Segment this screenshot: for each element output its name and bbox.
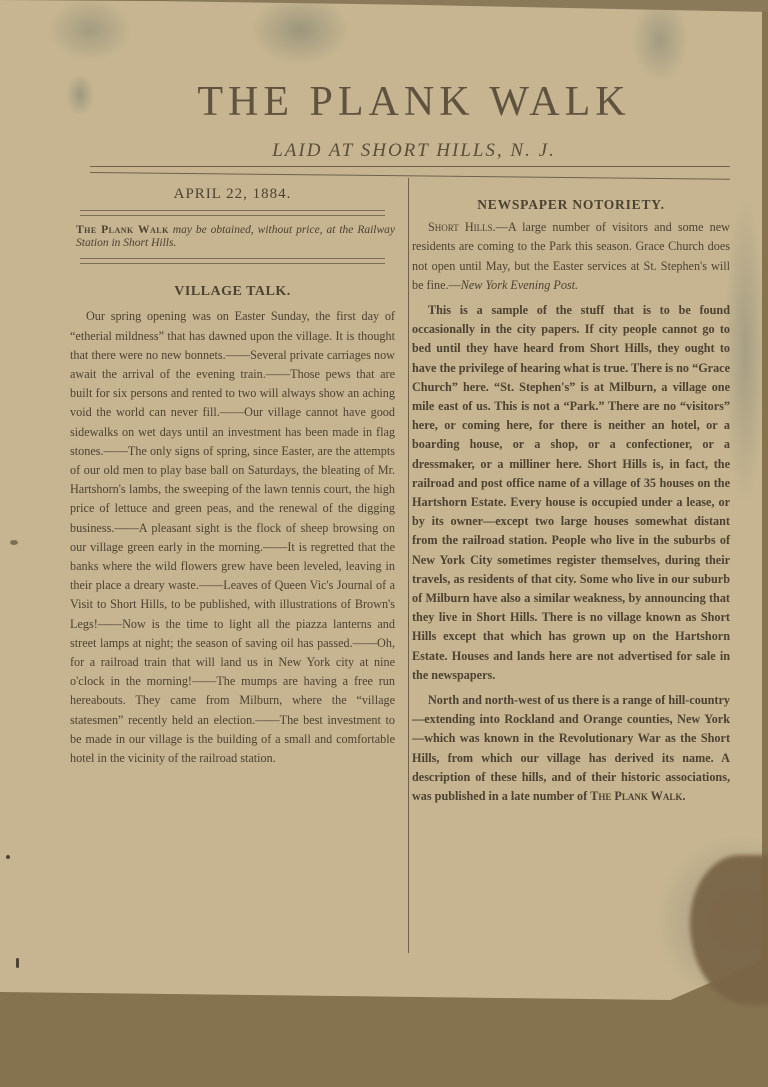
notice-paper-name: The Plank Walk [76,224,169,237]
paragraph-2-text: North and north-west of us there is a range of hill-country—extending into Rockland and Orange counties, New York—which was known in the Revolutionary War as the Short Hills, from which our village has derived its name. A description of these hills, and of their historic associations, was published in a late number of [412,693,730,804]
divider-rule [80,263,385,264]
masthead [0,78,768,162]
section-title-newspaper-notoriety: NEWSPAPER NOTORIETY. [477,197,665,212]
quote-dateline: Short Hills. [428,220,496,235]
ink-speck [16,958,19,968]
divider-rule [80,215,385,216]
newspaper-subtitle: LAID AT SHORT HILLS, N. J. [272,140,556,161]
divider-rule [80,258,385,259]
ink-speck [6,855,10,859]
notice-text: may be obtained, without price, at the Railway Station in Short Hills. [76,224,396,250]
availability-notice [76,224,395,250]
village-talk-body: Our spring opening was on Easter Sunday, the first day of “etherial mildness” that has dawned upon the village. It is thought that there were no new bonnets.——Several private carriages now await the arrival of the evening train.——Those pews that are built for six persons and rented to two will always show an aching void the world can never fill.——Our village cannot have good sidewalks on wet days until an investment has been made in flag stones.——The only signs of spring, since Easter, are the attempts of our old men to play base ball on Saturdays, the bleating of Mr. Hartshorn's lambs, the sweeping of the lawn tennis court, the high price of lettuce and green peas, and the renewal of the digging business.——A pleasant sight is the flock of sheep browsing on our village green early in the morning.——It is regretted that the banks where the wild flowers grew have been leveled, leaving in their place a dreary waste.——Leaves of Queen Vic's Journal of a Visit to Short Hills, to be published, with illustrations of Brown's Legs!——Now is the time to light all the piazza lanterns and street lamps at night; the season of saving oil has passed.——Oh, for a railroad train that will land us in New York city at nine o'clock in the morning!——The mumps are having a free run hereabouts. They came from Milburn, where the “village statesmen” recently held an election.——The best investment to be made in our village is the building of a small and comfortable hotel in the vicinity of the railroad station. [70,309,395,766]
column-divider [408,178,409,953]
quote-source: New York Evening Post. [460,277,579,292]
right-column [412,195,730,812]
quote-text: —A large number of visitors and some new residents are coming to the Park this season. Grace Church does not open until May, but the Easter services at St. Stephen's will be fine.— [412,220,730,292]
issue-date: APRIL 22, 1884. [173,186,292,202]
ink-speck [10,540,18,545]
paragraph-2-paper-name: The Plank Walk. [590,789,686,804]
response-paragraph-1: This is a sample of the stuff that is to be found occasionally in the city papers. If city people cannot go to bed until they have heard from Short Hills, they ought to have the privilege of hearing what is true. There is no “Grace Church” here. “St. Stephen's” is at Milburn, a village one mile east of us. This is not a “Park.” There are no “visitors” here, or coming here, for there is neither an hotel, or a boarding house, or a shop, or a confectioner, or a dressmaker, or a milliner here. Short Hills is, in fact, the railroad and post office name of a village of 35 houses on the Hartshorn Estate. Every house is occupied under a lease, or by its owner—except two large houses somewhat distant from the railroad station. People who live in the suburbs of New York City sometimes register themselves, during their travels, as residents of that city. Some who live in our suburb of Milburn have also a similar weakness, by announcing that they live in Short Hills. There is no village known as Short Hills except that which has grown up on the Hartshorn Estate. Houses and lands here are not advertised for sale in the newspapers. [412,303,730,682]
section-title-village-talk: VILLAGE TALK. [174,284,291,300]
left-column [70,185,395,768]
masthead-rule [90,166,730,167]
quoted-item [412,218,730,295]
newspaper-title: THE PLANK WALK [197,79,631,125]
response-paragraph-2 [412,691,730,806]
divider-rule [80,210,385,211]
